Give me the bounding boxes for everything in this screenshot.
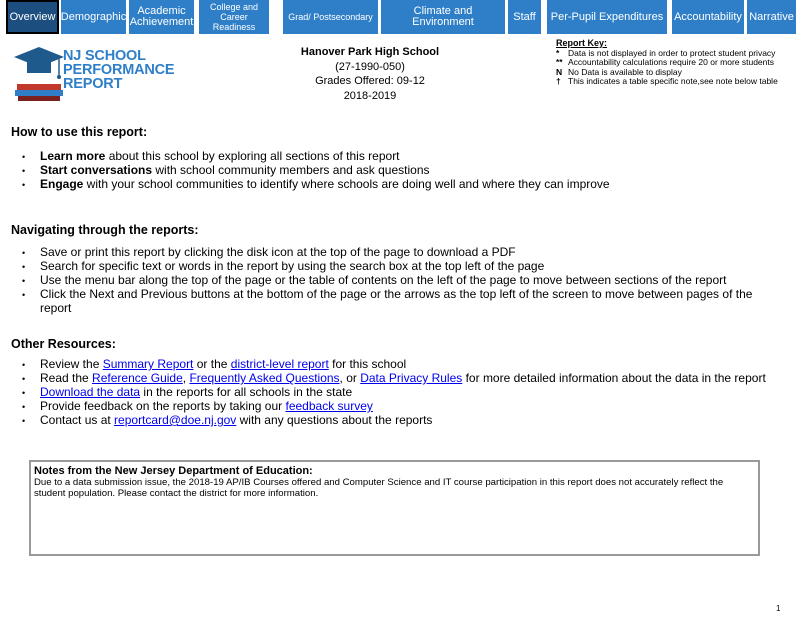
other-resources-list — [22, 357, 767, 427]
school-code: (27-1990-050) — [335, 60, 405, 73]
top-nav — [0, 0, 800, 35]
page-number: 1 — [776, 604, 781, 613]
summary-report-link[interactable]: Summary Report — [102, 357, 194, 371]
tab-narrative[interactable]: Narrative — [747, 0, 796, 34]
list-item: • Save or print this report by clicking the disk icon at the top of the page to download a PDF — [22, 245, 767, 259]
tab-academic-achievement[interactable]: Academic Achievement — [129, 0, 194, 34]
list-item: • Read the Reference Guide, Frequently Asked Questions, or Data Privacy Rules for more detailed information about the data in the report — [22, 371, 767, 385]
list-item: • Contact us at reportcard@doe.nj.gov with any questions about the reports — [22, 413, 767, 427]
feedback-survey-link[interactable]: feedback survey — [285, 399, 373, 413]
download-data-link[interactable]: Download the data — [40, 385, 141, 399]
key-item: ** Accountability calculations require 20 or more students — [556, 57, 774, 68]
notes-text: Due to a data submission issue, the 2018-19 AP/IB Courses offered and Computer Science and IT course participation in this report does not accurately reflect the student population. Please contact the district for more information. — [34, 477, 724, 500]
tab-college-career-readiness[interactable]: College and Career Readiness — [199, 0, 269, 34]
navigating-list — [22, 245, 767, 315]
list-item: • Download the data in the reports for all schools in the state — [22, 385, 767, 399]
tab-grad-postsecondary[interactable]: Grad/ Postsecondary — [283, 0, 378, 34]
notes-box — [29, 460, 760, 556]
logo-text: NJ SCHOOL PERFORMANCE REPORT — [63, 48, 175, 92]
how-to-use-list — [22, 149, 767, 191]
list-item: • Click the Next and Previous buttons at the bottom of the page or the arrows as the top left of the screen to move between pages of the report — [22, 287, 767, 315]
data-privacy-rules-link[interactable]: Data Privacy Rules — [360, 371, 463, 385]
list-item: • Engage with your school communities to identify where schools are doing well and where they can improve — [22, 177, 767, 191]
reference-guide-link[interactable]: Reference Guide — [92, 371, 183, 385]
report-key — [556, 39, 778, 87]
how-to-use-heading: How to use this report: — [11, 125, 148, 139]
key-item: † This indicates a table specific note,see note below table — [556, 76, 778, 87]
district-level-report-link[interactable]: district-level report — [230, 357, 329, 371]
list-item: • Search for specific text or words in the report by using the search box at the top left of the page — [22, 259, 767, 273]
tab-staff[interactable]: Staff — [508, 0, 541, 34]
list-item: • Provide feedback on the reports by taking our feedback survey — [22, 399, 767, 413]
tab-demographic[interactable]: Demographic — [61, 0, 126, 34]
grades-offered: Grades Offered: 09-12 — [315, 75, 425, 87]
tab-climate-environment[interactable]: Climate and Environment — [381, 0, 505, 34]
key-item: N No Data is available to display — [556, 66, 682, 77]
list-item: • Start conversations with school community members and ask questions — [22, 163, 767, 177]
school-info — [270, 45, 470, 103]
faq-link[interactable]: Frequently Asked Questions — [189, 371, 340, 385]
list-item: • Review the Summary Report or the district-level report for this school — [22, 357, 767, 371]
report-key-title: Report Key: — [556, 38, 608, 48]
email-link[interactable]: reportcard@doe.nj.gov — [114, 413, 237, 427]
list-item: • Use the menu bar along the top of the page or the table of contents on the left of the page to move between sections of the report — [22, 273, 767, 287]
tab-accountability[interactable]: Accountability — [672, 0, 744, 34]
navigating-heading: Navigating through the reports: — [11, 223, 199, 237]
other-resources-heading: Other Resources: — [11, 337, 116, 351]
tab-overview[interactable]: Overview — [6, 0, 59, 34]
school-year: 2018-2019 — [343, 89, 397, 102]
school-name: Hanover Park High School — [300, 46, 440, 58]
notes-title: Notes from the New Jersey Department of Education: — [34, 465, 313, 477]
list-item: • Learn more about this school by exploring all sections of this report — [22, 149, 767, 163]
tab-per-pupil-expenditures[interactable]: Per-Pupil Expenditures — [547, 0, 667, 34]
key-item: * Data is not displayed in order to protect student privacy — [556, 47, 776, 58]
